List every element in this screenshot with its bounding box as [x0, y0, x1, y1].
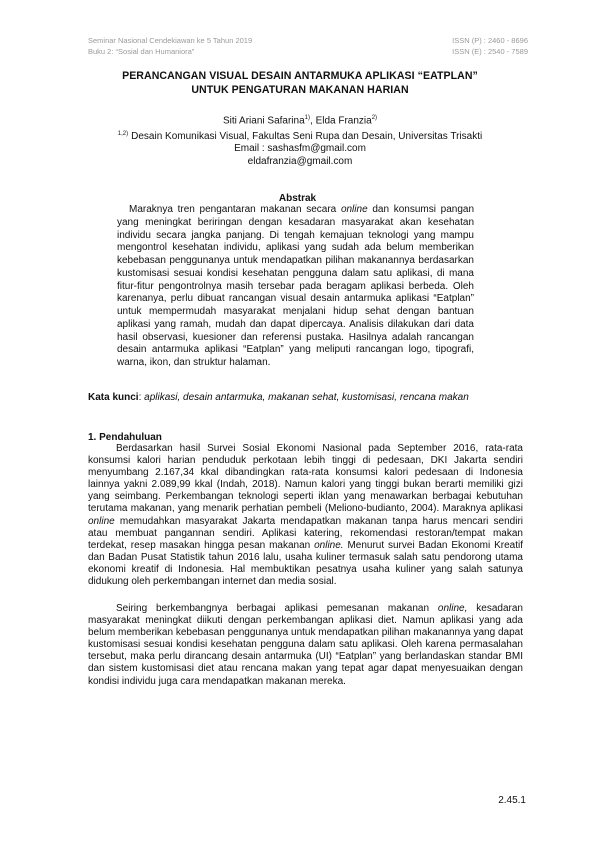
title-line-1: PERANCANGAN VISUAL DESAIN ANTARMUKA APLIKASI “EATPLAN” — [122, 70, 478, 82]
p1-italic-1: online — [88, 515, 115, 527]
keywords-label: Kata kunci — [88, 392, 139, 403]
p2-text-a: Seiring berkembangnya berbagai aplikasi pemesanan makanan — [116, 603, 438, 614]
p1-text-a: Berdasarkan hasil Survei Sosial Ekonomi Nasional pada September 2016, rata-rata konsumsi kalori harian penduduk perkotaan lebih tinggi di pedesaan, DKI Jakarta sendiri menyumbang 2.167,34 kkal dibandingkan rata-rata konsumsi kalori pedesaan di Indonesia lainnya yakni 2.089,99 kkal (Indah, 2018). Namun kalori yang tinggi bukan berarti memiliki gizi yang seimbang. Perkembangan teknologi seperti iklan yang menawarkan berbagai kebutuhan terutama makanan, yang menarik perhatian pembeli (Meliono-budianto, 2004). Maraknya aplikasi — [88, 443, 523, 515]
email-2: eldafranzia@gmail.com — [247, 155, 353, 167]
paragraph-1 — [88, 443, 523, 588]
title-line-2: UNTUK PENGATURAN MAKANAN HARIAN — [191, 83, 409, 96]
running-header-right — [452, 36, 528, 57]
keywords-colon: : — [138, 392, 145, 403]
p1-text-b: memudahkan masyarakat Jakarta mendapatkan makanan tanpa harus mencari sendiri atau membuat pangannan sendiri. Aplikasi katering, rekomendasi restoran/tempat makan terdekat, resep masakan hingga pesan makanan — [88, 515, 523, 551]
abstract-heading: Abstrak — [278, 193, 317, 204]
page-number: 2.45.1 — [498, 795, 526, 806]
running-header-left — [88, 36, 252, 57]
book-name: Buku 2: “Sosial dan Humaniora” — [88, 46, 195, 56]
p2-italic-1: online, — [437, 603, 468, 614]
p1-italic-2: online. — [314, 539, 344, 551]
paragraph-2 — [88, 603, 523, 688]
author-block — [70, 112, 530, 168]
abstract-text-1: Maraknya tren pengantaran makanan secara — [129, 204, 341, 215]
p1-text-c: Menurut survei Badan Ekonomi Kreatif dan Badan Pusat Statistik tahun 2016 lalu, usaha kuliner termasuk salah satu pendorong utama ekonomi kreatif di Indonesia. Hal membuktikan pesatnya usaha kuliner yang salah satunya didukung oleh perkembangan internet dan media sosial. — [88, 539, 523, 588]
affiliation-sup: 1,2) — [117, 130, 129, 137]
issn-print: ISSN (P) : 2460 - 8696 — [452, 36, 528, 45]
paper-title — [80, 70, 520, 97]
conference-name: Seminar Nasional Cendekiawan ke 5 Tahun 2019 — [88, 36, 253, 45]
affiliation — [70, 128, 530, 144]
section-heading: 1. Pendahuluan — [88, 432, 162, 443]
keywords — [88, 392, 518, 404]
affiliation-text: Desain Komunikasi Visual, Fakultas Seni Rupa dan Desain, Universitas Trisakti — [131, 130, 483, 142]
abstract-italic-1: online — [340, 204, 368, 215]
author-1-sup: 1) — [304, 115, 310, 121]
author-1: Siti Ariani Safarina — [222, 115, 305, 127]
issn-electronic: ISSN (E) : 2540 - 7589 — [452, 46, 528, 56]
author-2: Elda Franzia — [315, 115, 372, 127]
keywords-text: aplikasi, desain antarmuka, makanan sehat, kustomisasi, rencana makan — [144, 392, 469, 403]
author-names — [70, 112, 530, 128]
author-2-sup: 2) — [371, 115, 378, 121]
abstract-body — [117, 204, 474, 370]
p2-text-b: kesadaran masyarakat meningkat diikuti dengan perkembangan aplikasi diet. Namun aplikasi yang ada belum memberikan kebebasan penggunanya untuk mendapatkan pilihan makanannya yang dapat kustomisasi sesuai kondisi kesehatan pengguna dalam satu aplikasi. Oleh karena permasalahan tersebut, maka perlu dirancang desain antarmuka (UI) “Eatplan” yang berlandaskan standar BMI dan sistem kustomisasi diet atau rencana makan yang tepat agar dapat menyesuaikan dengan kondisi individu juga cara mendapatkan makanan mereka. — [88, 603, 523, 687]
abstract-text-2: dan konsumsi pangan yang meningkat beriringan dengan kesadaran masyarakat akan kesehatan individu secara jangka panjang. Di tengah kemajuan teknologi yang mampu mengontrol kesehatan individu, aplikasi yang sudah ada belum memberikan kebebasan penggunanya untuk mendapatkan pilihan makanannya berdasarkan kustomisasi sesuai kondisi kesehatan pengguna dalam satu aplikasi, di mana fitur-fitur pengontrolnya masih tersebar pada beragam aplikasi berbeda. Oleh karenanya, perlu dibuat rancangan visual desain antarmuka aplikasi “Eatplan” untuk mempermudah masyarakat menjalani hidup sehat dengan bantuan aplikasi yang ramah, mudah dan dapat dipercaya. Analisis dilakukan dari data hasil observasi, kuesioner dan referensi pustaka. Hasilnya adalah rancangan desain antarmuka aplikasi “Eatplan” yang meliputi rancangan logo, tipografi, warna, ikon, dan struktur halaman. — [117, 204, 475, 368]
author-separator: , — [310, 115, 316, 127]
email-1: Email : sashasfm@gmail.com — [234, 143, 366, 155]
